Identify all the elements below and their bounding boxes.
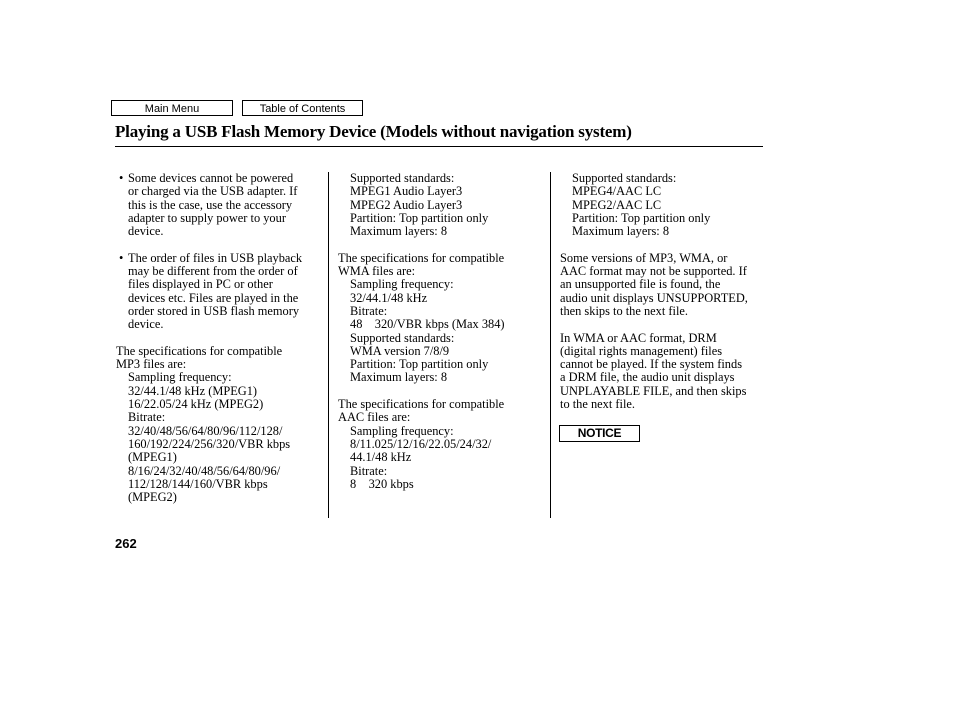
text-line: The specifications for compatible <box>338 397 505 412</box>
aac-specs <box>338 425 548 491</box>
text-line: Sampling frequency: <box>350 277 454 292</box>
mp3-specs-continued <box>338 172 548 238</box>
mp3-intro <box>116 345 326 372</box>
text-line: 112/128/144/160/VBR kbps <box>128 476 268 491</box>
text-line: 160/192/224/256/320/VBR kbps <box>128 436 291 451</box>
text-line: 8/11.025/12/16/22.05/24/32/ <box>350 436 492 451</box>
text-line: Partition: Top partition only <box>572 210 711 225</box>
text-line: In WMA or AAC format, DRM <box>560 330 717 345</box>
text-line: Maximum layers: 8 <box>350 224 448 239</box>
text-line: AAC format may not be supported. If <box>560 264 747 279</box>
drm-paragraph <box>560 332 766 412</box>
text-line: to the next file. <box>560 397 636 412</box>
text-line: 32/44.1/48 kHz (MPEG1) <box>128 383 258 398</box>
column-3 <box>560 172 766 411</box>
bullet-item-order <box>116 252 326 332</box>
column-divider <box>328 172 329 518</box>
text-line: Sampling frequency: <box>128 370 232 385</box>
text-line: adapter to supply power to your <box>128 210 286 225</box>
text-line: • The order of files in USB playback <box>128 250 303 265</box>
unsupported-format-paragraph <box>560 252 766 318</box>
text-line: then skips to the next file. <box>560 303 689 318</box>
text-line: or charged via the USB adapter. If <box>128 184 298 199</box>
text-line: 48 320/VBR kbps (Max 384) <box>350 317 505 332</box>
text-line: Bitrate: <box>350 303 388 318</box>
text-line: • Some devices cannot be powered <box>128 171 294 185</box>
text-line: (MPEG1) <box>128 450 177 465</box>
aac-intro <box>338 398 548 425</box>
page-number: 262 <box>115 536 137 551</box>
text-line: MPEG2/AAC LC <box>572 197 662 212</box>
bullet-item-power <box>116 172 326 238</box>
text-line: Supported standards: <box>572 171 677 185</box>
text-line: files displayed in PC or other <box>128 277 273 292</box>
text-line: 16/22.05/24 kHz (MPEG2) <box>128 397 264 412</box>
notice-label: NOTICE <box>559 425 640 442</box>
text-line: (MPEG2) <box>128 490 177 505</box>
text-line: 32/44.1/48 kHz <box>350 290 428 305</box>
text-line: The specifications for compatible <box>338 250 505 265</box>
mp3-specs <box>116 371 326 504</box>
text-line: audio unit displays UNSUPPORTED, <box>560 290 748 305</box>
text-line: 32/40/48/56/64/80/96/112/128/ <box>128 423 283 438</box>
column-divider <box>550 172 551 518</box>
text-line: a DRM file, the audio unit displays <box>560 370 735 385</box>
text-line: AAC files are: <box>338 410 411 425</box>
text-line: UNPLAYABLE FILE, and then skips <box>560 383 747 398</box>
text-line: cannot be played. If the system finds <box>560 357 743 372</box>
text-line: Maximum layers: 8 <box>350 370 448 385</box>
text-line: Maximum layers: 8 <box>572 224 670 239</box>
text-line: Bitrate: <box>350 463 388 478</box>
text-line: WMA version 7/8/9 <box>350 343 450 358</box>
text-line: device. <box>128 224 164 239</box>
text-line: 8/16/24/32/40/48/56/64/80/96/ <box>128 463 281 478</box>
text-line: MPEG2 Audio Layer3 <box>350 197 463 212</box>
text-line: device. <box>128 317 164 332</box>
text-line: 8 320 kbps <box>350 476 414 491</box>
text-line: MPEG1 Audio Layer3 <box>350 184 463 199</box>
aac-specs-continued <box>560 172 766 238</box>
text-line: this is the case, use the accessory <box>128 197 293 212</box>
text-line: 44.1/48 kHz <box>350 450 412 465</box>
column-2 <box>338 172 548 491</box>
text-line: Partition: Top partition only <box>350 357 489 372</box>
text-line: Supported standards: <box>350 330 455 345</box>
text-line: an unsupported file is found, the <box>560 277 721 292</box>
title-divider <box>115 146 763 147</box>
text-line: WMA files are: <box>338 264 416 279</box>
main-menu-button[interactable]: Main Menu <box>111 100 233 116</box>
wma-intro <box>338 252 548 279</box>
wma-specs <box>338 278 548 384</box>
text-line: devices etc. Files are played in the <box>128 290 299 305</box>
text-line: (digital rights management) files <box>560 343 723 358</box>
column-1 <box>116 172 326 504</box>
table-of-contents-button[interactable]: Table of Contents <box>242 100 363 116</box>
text-line: The specifications for compatible <box>116 343 283 358</box>
text-line: Bitrate: <box>128 410 166 425</box>
page-title: Playing a USB Flash Memory Device (Models without navigation system) <box>115 122 632 141</box>
text-line: Some versions of MP3, WMA, or <box>560 250 728 265</box>
text-line: may be different from the order of <box>128 264 298 279</box>
text-line: MPEG4/AAC LC <box>572 184 662 199</box>
text-line: Sampling frequency: <box>350 423 454 438</box>
text-line: Supported standards: <box>350 171 455 185</box>
text-line: Partition: Top partition only <box>350 210 489 225</box>
text-line: order stored in USB flash memory <box>128 303 300 318</box>
text-line: MP3 files are: <box>116 357 187 372</box>
